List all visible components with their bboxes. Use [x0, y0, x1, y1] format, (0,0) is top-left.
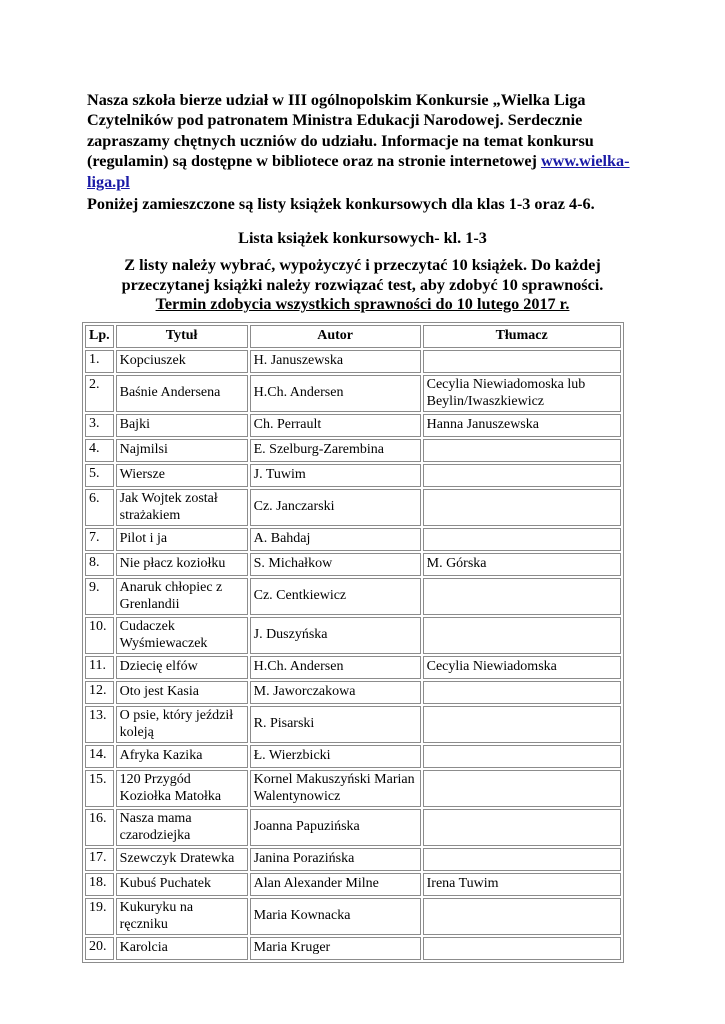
book-author: S. Michałkow [250, 553, 421, 576]
table-row [85, 553, 621, 576]
book-author: E. Szelburg-Zarembina [250, 439, 421, 462]
book-author: J. Duszyńska [250, 617, 421, 654]
row-number: 12. [85, 681, 114, 704]
table-row [85, 809, 621, 846]
header-translator: Tłumacz [423, 325, 621, 348]
table-row [85, 656, 621, 679]
table-row [85, 414, 621, 437]
book-author: H.Ch. Andersen [250, 656, 421, 679]
row-number: 10. [85, 617, 114, 654]
book-author: H.Ch. Andersen [250, 375, 421, 412]
book-title: Baśnie Andersena [116, 375, 248, 412]
table-row [85, 937, 621, 960]
table-row [85, 770, 621, 807]
book-title: Kubuś Puchatek [116, 873, 248, 896]
book-translator [423, 770, 621, 807]
table-row [85, 375, 621, 412]
header-lp: Lp. [85, 325, 114, 348]
book-author: R. Pisarski [250, 706, 421, 743]
book-list-table [82, 322, 624, 963]
row-number: 14. [85, 745, 114, 768]
book-title: Dziecię elfów [116, 656, 248, 679]
book-translator [423, 937, 621, 960]
book-title: Nie płacz koziołku [116, 553, 248, 576]
row-number: 19. [85, 898, 114, 935]
book-author: A. Bahdaj [250, 528, 421, 551]
row-number: 8. [85, 553, 114, 576]
book-title: Najmilsi [116, 439, 248, 462]
rules-paragraph [80, 256, 645, 315]
book-title: Cudaczek Wyśmiewaczek [116, 617, 248, 654]
table-row [85, 617, 621, 654]
book-translator: Irena Tuwim [423, 873, 621, 896]
header-title: Tytuł [116, 325, 248, 348]
table-row [85, 350, 621, 373]
book-translator [423, 528, 621, 551]
row-number: 18. [85, 873, 114, 896]
book-author: Alan Alexander Milne [250, 873, 421, 896]
book-translator: Cecylia Niewiadomska [423, 656, 621, 679]
table-row [85, 439, 621, 462]
book-title: 120 Przygód Koziołka Matołka [116, 770, 248, 807]
header-author: Autor [250, 325, 421, 348]
book-title: Karolcia [116, 937, 248, 960]
book-author: Cz. Janczarski [250, 489, 421, 526]
book-author: Janina Porazińska [250, 848, 421, 871]
book-translator [423, 578, 621, 615]
book-author: Joanna Papuzińska [250, 809, 421, 846]
table-header-row [85, 325, 621, 348]
book-author: Ch. Perrault [250, 414, 421, 437]
book-title: Pilot i ja [116, 528, 248, 551]
list-title: Lista książek konkursowych- kl. 1-3 [238, 229, 487, 247]
book-title: Nasza mama czarodziejka [116, 809, 248, 846]
book-title: Bajki [116, 414, 248, 437]
table-row [85, 745, 621, 768]
book-translator [423, 745, 621, 768]
book-translator [423, 681, 621, 704]
table-row [85, 681, 621, 704]
book-title: Szewczyk Dratewka [116, 848, 248, 871]
book-title: Kukuryku na ręczniku [116, 898, 248, 935]
book-translator [423, 898, 621, 935]
table-row [85, 706, 621, 743]
row-number: 1. [85, 350, 114, 373]
lists-info: Poniżej zamieszczone są listy książek konkursowych dla klas 1-3 oraz 4-6. [87, 195, 595, 213]
book-author: J. Tuwim [250, 464, 421, 487]
book-title: Wiersze [116, 464, 248, 487]
row-number: 20. [85, 937, 114, 960]
book-translator [423, 848, 621, 871]
row-number: 17. [85, 848, 114, 871]
book-author: Ł. Wierzbicki [250, 745, 421, 768]
row-number: 2. [85, 375, 114, 412]
row-number: 16. [85, 809, 114, 846]
book-translator: Cecylia Niewiadomoska lub Beylin/Iwaszkiewicz [423, 375, 621, 412]
row-number: 9. [85, 578, 114, 615]
book-title: Jak Wojtek został strażakiem [116, 489, 248, 526]
book-author: Maria Kownacka [250, 898, 421, 935]
book-author: Maria Kruger [250, 937, 421, 960]
book-author: M. Jaworczakowa [250, 681, 421, 704]
row-number: 7. [85, 528, 114, 551]
row-number: 11. [85, 656, 114, 679]
table-row [85, 528, 621, 551]
book-title: O psie, który jeździł koleją [116, 706, 248, 743]
book-title: Anaruk chłopiec z Grenlandii [116, 578, 248, 615]
book-translator: M. Górska [423, 553, 621, 576]
row-number: 5. [85, 464, 114, 487]
intro-text: Nasza szkoła bierze udział w III ogólnopolskim Konkursie „Wielka Liga Czytelników pod patronatem Ministra Edukacji Narodowej. Serdecznie zapraszamy chętnych uczniów do udziału. Informacje na temat konkursu (regulamin) są dostępne w bibliotece oraz na stronie internetowej [87, 91, 594, 171]
table-row [85, 464, 621, 487]
book-translator [423, 809, 621, 846]
intro-paragraph [87, 90, 647, 192]
deadline-text: Termin zdobycia wszystkich sprawności do 10 lutego 2017 r. [155, 295, 570, 314]
row-number: 15. [85, 770, 114, 807]
book-title: Kopciuszek [116, 350, 248, 373]
table-row [85, 873, 621, 896]
table-row [85, 848, 621, 871]
book-translator [423, 464, 621, 487]
table-row [85, 898, 621, 935]
book-author: H. Januszewska [250, 350, 421, 373]
book-translator [423, 489, 621, 526]
book-translator [423, 439, 621, 462]
book-translator [423, 617, 621, 654]
contest-website-link[interactable]: www.wielka-liga.pl [87, 152, 630, 191]
row-number: 6. [85, 489, 114, 526]
book-author: Kornel Makuszyński Marian Walentynowicz [250, 770, 421, 807]
row-number: 3. [85, 414, 114, 437]
table-row [85, 578, 621, 615]
book-author: Cz. Centkiewicz [250, 578, 421, 615]
row-number: 13. [85, 706, 114, 743]
book-translator: Hanna Januszewska [423, 414, 621, 437]
book-translator [423, 350, 621, 373]
rules-text: Z listy należy wybrać, wypożyczyć i przeczytać 10 książek. Do każdej przeczytanej książki należy rozwiązać test, aby zdobyć 10 sprawności. [121, 256, 604, 294]
book-translator [423, 706, 621, 743]
book-title: Oto jest Kasia [116, 681, 248, 704]
row-number: 4. [85, 439, 114, 462]
book-title: Afryka Kazika [116, 745, 248, 768]
table-row [85, 489, 621, 526]
